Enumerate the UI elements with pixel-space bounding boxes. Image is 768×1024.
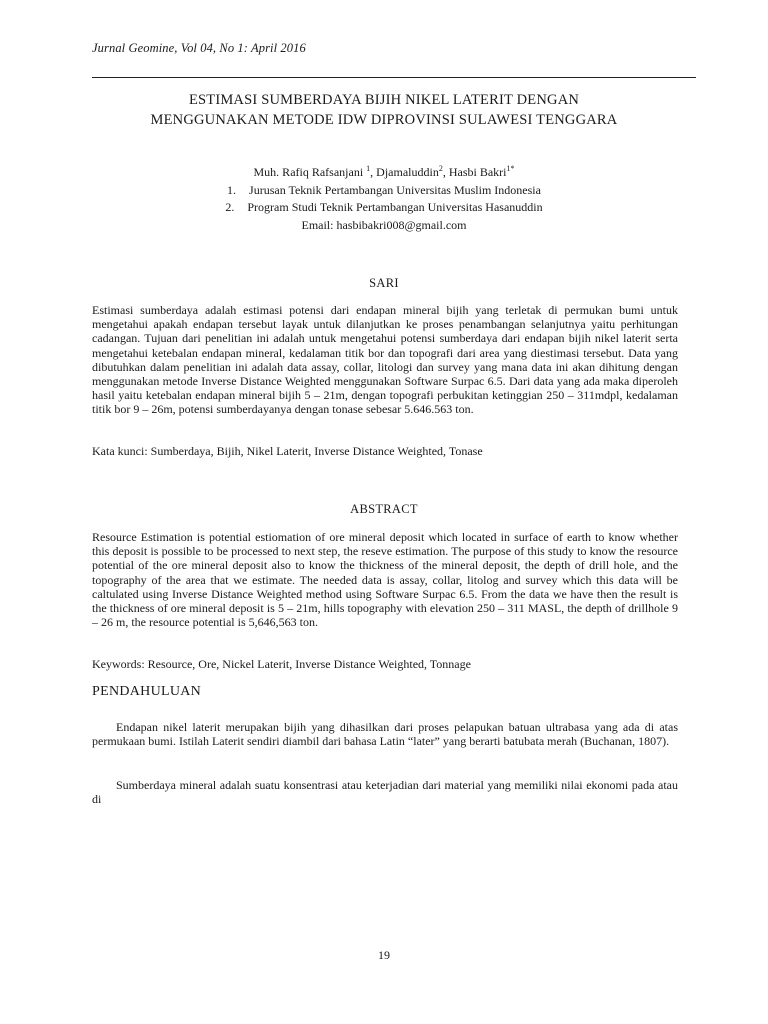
affiliation-text: Program Studi Teknik Pertambangan Universitas Hasanuddin xyxy=(247,200,543,214)
sari-heading: SARI xyxy=(369,276,399,290)
authors-block xyxy=(92,164,676,234)
title-line-2: MENGGUNAKAN METODE IDW DIPROVINSI SULAWESI TENGGARA xyxy=(150,112,618,128)
paper-title xyxy=(92,90,676,130)
affiliation-number: 1. xyxy=(227,182,237,197)
page-number: 19 xyxy=(378,948,390,962)
header-divider xyxy=(92,77,696,78)
author-3-sup: 1* xyxy=(506,164,515,173)
affiliation-item xyxy=(92,182,676,200)
author-2-sup: 2 xyxy=(438,164,443,173)
author-2: , Djamaluddin xyxy=(370,165,439,179)
introduction-paragraph-2: Sumberdaya mineral adalah suatu konsentrasi atau keterjadian dari material yang memiliki nilai ekonomi pada atau di xyxy=(92,778,678,807)
abstract-heading: ABSTRACT xyxy=(350,502,418,516)
abstract-keywords: Keywords: Resource, Ore, Nickel Laterit, Inverse Distance Weighted, Tonnage xyxy=(92,657,471,671)
author-3: , Hasbi Bakri xyxy=(442,165,507,179)
title-line-1: ESTIMASI SUMBERDAYA BIJIH NIKEL LATERIT DENGAN xyxy=(188,92,580,108)
sari-body: Estimasi sumberdaya adalah estimasi potensi dari endapan mineral bijih yang terletak di permukan bumi untuk mengetahui apakah endapan tersebut layak untuk dilanjutkan ke proses penambangan selanjutnya yaitu perhitungan cadangan. Tujuan dari penelitian ini adalah untuk mengetahui potensi sumberdaya dari endapan bijih nikel laterit serta mengetahui ketebalan endapan mineral, kedalaman titik bor dan topografi dari area yang diestimasi tersebut. Data yang dibutuhkan dalam penelitian ini adalah data assay, collar, litologi dan survey yang mana data ini akan dihitung dengan menggunakan metode Inverse Distance Weighted menggunakan Software Surpac 6.5. Dari data yang ada maka diperoleh hasil yaitu ketebalan endapan mineral bijih 5 – 21m, dengan topografi perbukitan ketinggian 250 – 311mdpl, kedalaman titik bor 9 – 26m, potensi sumberdayanya dengan tonase sebesar 5.646.563 ton. xyxy=(92,303,678,417)
introduction-heading: PENDAHULUAN xyxy=(92,684,202,699)
author-1: Muh. Rafiq Rafsanjani xyxy=(253,165,367,179)
affiliation-text: Jurusan Teknik Pertambangan Universitas Muslim Indonesia xyxy=(249,182,541,197)
sari-keywords: Kata kunci: Sumberdaya, Bijih, Nikel Laterit, Inverse Distance Weighted, Tonase xyxy=(92,444,483,458)
author-email: Email: hasbibakri008@gmail.com xyxy=(301,217,467,232)
author-1-sup: 1 xyxy=(366,164,371,173)
affiliation-number: 2. xyxy=(225,200,235,214)
affiliation-list xyxy=(92,182,676,217)
introduction-paragraph-1: Endapan nikel laterit merupakan bijih yang dihasilkan dari proses pelapukan batuan ultrabasa yang ada di atas permukaan bumi. Istilah Laterit sendiri diambil dari bahasa Latin “later” yang berarti batubata merah (Buchanan, 1807). xyxy=(92,720,678,749)
abstract-body: Resource Estimation is potential estiomation of ore mineral deposit which located in surface of earth to know whether this deposit is possible to be processed to next step, the reseve estimation. The purpose of this study to know the resource potential of the ore mineral deposit also to know the thickness of the mineral deposit, the depth of drill hole, and the topography of the area that we estimate. The needed data is assay, collar, litolog and survey which this data will be caltulated using Inverse Distance Weighted method using Software Surpac 6.5. From the data we have then the result is the thickness of ore mineral deposit is 5 – 21m, hills topography with elevation 250 – 311 MASL, the depth of drillhole 9 – 26 m, the resource potential is 5,646,563 ton. xyxy=(92,530,678,630)
author-line xyxy=(92,164,676,182)
affiliation-item xyxy=(92,199,676,217)
journal-header: Jurnal Geomine, Vol 04, No 1: April 2016 xyxy=(92,41,306,55)
